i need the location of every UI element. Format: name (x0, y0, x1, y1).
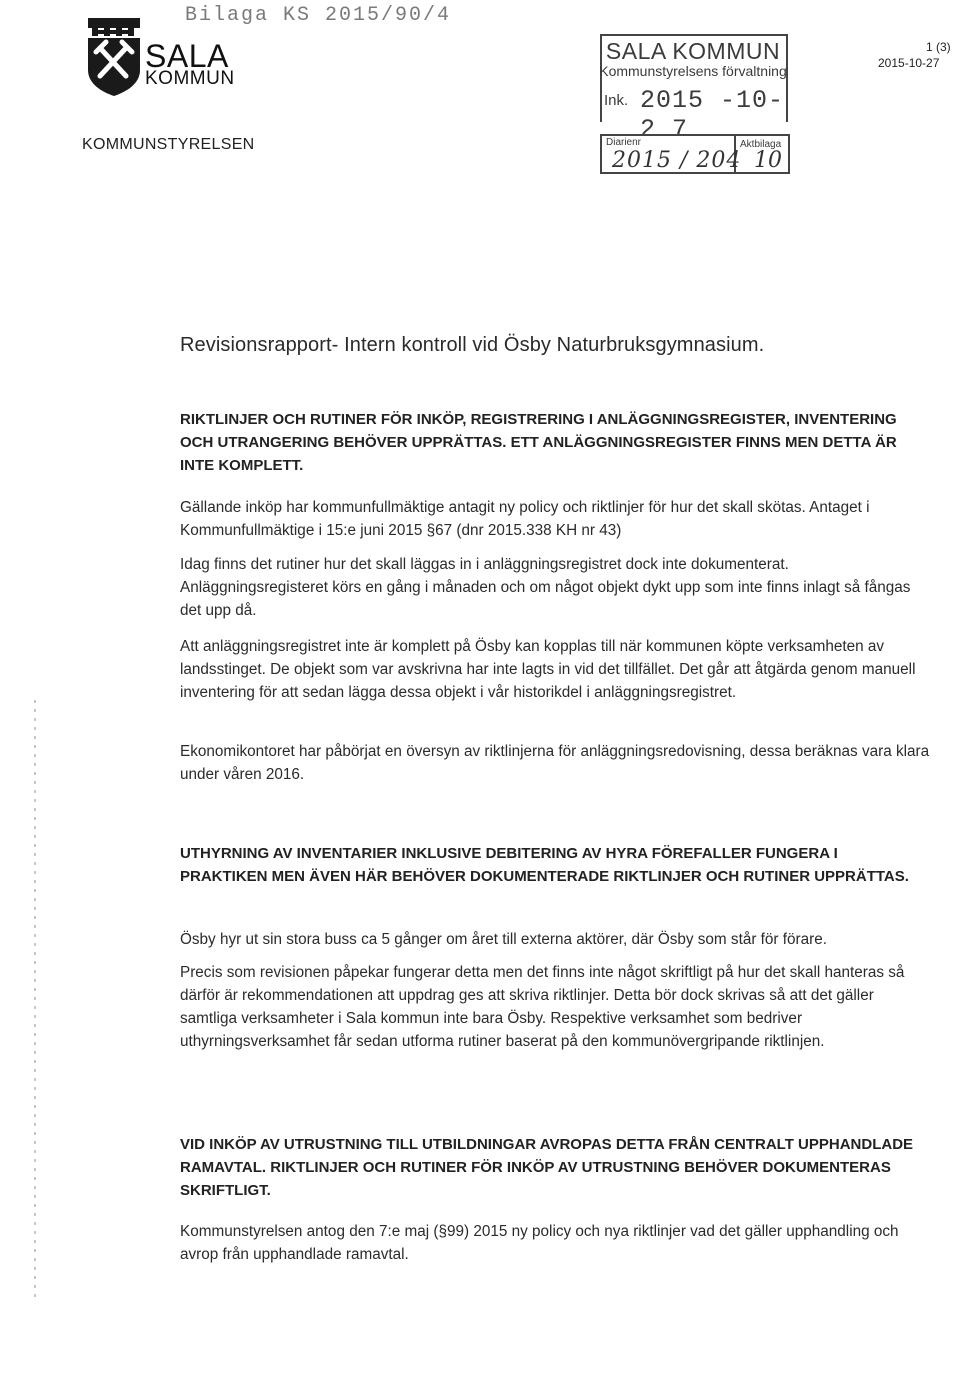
document-title: Revisionsrapport- Intern kontroll vid Ösby Naturbruksgymnasium. (180, 334, 765, 356)
section-1-paragraph-1: Gällande inköp har kommunfullmäktige antagit ny policy och riktlinjer för hur det skall skötas. Antaget i Kommunfullmäktige i 15:e juni 2015 §67 (dnr 2015.338 KH nr 43) (180, 499, 870, 539)
page-number: 1 (3) (926, 40, 951, 54)
section-1-paragraph-2: Idag finns det rutiner hur det skall läggas in i anläggningsregistret dock inte dokumenterat. Anläggningsregisteret körs en gång i månaden och om något objekt dykt upp som inte finns inlagt så fångas det upp då. (180, 556, 911, 619)
section-2-paragraph-1: Ösby hyr ut sin stora buss ca 5 gånger om året till externa aktörer, där Ösby som står för förare. (180, 931, 827, 948)
aktbilaga-number-handwritten: 10 (754, 148, 782, 173)
archive-margin-strip (30, 700, 40, 1300)
document-date: 2015-10-27 (878, 56, 940, 70)
department-name: KOMMUNSTYRELSEN (82, 136, 255, 153)
stamp-title: SALA KOMMUN (605, 38, 781, 64)
diarie-label: Diarienr (606, 137, 642, 148)
stamp-diarie-box (600, 134, 790, 174)
section-1-paragraph-3: Att anläggningsregistret inte är komplett på Ösby kan kopplas till när kommunen köpte verksamheten av landsstinget. De objekt som var avskrivna har inte lagts in vid det tillfället. Det går att åtgärda genom manuell inventering för att sedan lägga dessa objekt i vår historikdel i anläggningsregistret. (180, 638, 916, 701)
diarie-number-handwritten: 2015 / 204 (612, 148, 742, 173)
logo-subname: KOMMUN (145, 68, 235, 89)
aktbilaga-label: Aktbilaga (740, 139, 782, 150)
section-3-heading: VID INKÖP AV UTRUSTNING TILL UTBILDNINGAR AVROPAS DETTA FRÅN CENTRALT UPPHANDLADE RAMAVTAL. RIKTLINJER OCH RUTINER FÖR INKÖP AV UTRUSTNING BEHÖVER DOKUMENTERAS SKRIFTLIGT. (180, 1136, 914, 1199)
stamp-subtitle: Kommunstyrelsens förvaltning (599, 63, 787, 79)
received-stamp (598, 34, 788, 174)
logo-name: SALA (145, 38, 229, 74)
sala-crest-icon (86, 18, 142, 96)
section-2-paragraph-2: Precis som revisionen påpekar fungerar detta men det finns inte något skriftligt på hur det skall hanteras så därför är rekommendationen att uppdrag ges att skriva riktlinjer. Detta bör dock skrivas så att det gäller samtliga verksamheter i Sala kommun inte bara Ösby. Respektive verksamhet som bedriver uthyrningsverksamhet får sedan utforma rutiner baserat på den kommunövergripande riktlinjen. (180, 964, 905, 1050)
bilaga-stamp: Bilaga KS 2015/90/4 (185, 4, 452, 27)
section-1-paragraph-4: Ekonomikontoret har påbörjat en översyn av riktlinjerna för anläggningsredovisning, dessa beräknas vara klara under våren 2016. (180, 743, 930, 783)
section-1-heading: RIKTLINJER OCH RUTINER FÖR INKÖP, REGISTRERING I ANLÄGGNINGSREGISTER, INVENTERING OCH UTRANGERING BEHÖVER UPPRÄTTAS. ETT ANLÄGGNINGSREGISTER FINNS MEN DETTA ÄR INTE KOMPLETT. (180, 411, 897, 474)
section-3-paragraph-1: Kommunstyrelsen antog den 7:e maj (§99) 2015 ny policy och nya riktlinjer vad det gäller upphandling och avrop från upphandlade ramavtal. (180, 1223, 899, 1263)
section-2-heading: UTHYRNING AV INVENTARIER INKLUSIVE DEBITERING AV HYRA FÖREFALLER FUNGERA I PRAKTIKEN MEN ÄVEN HÄR BEHÖVER DOKUMENTERADE RIKTLINJER OCH RUTINER UPPRÄTTAS. (180, 845, 909, 885)
stamp-ink-label: Ink. (604, 92, 629, 109)
stamp-date: 2015 -10- 2 7 (640, 86, 785, 144)
